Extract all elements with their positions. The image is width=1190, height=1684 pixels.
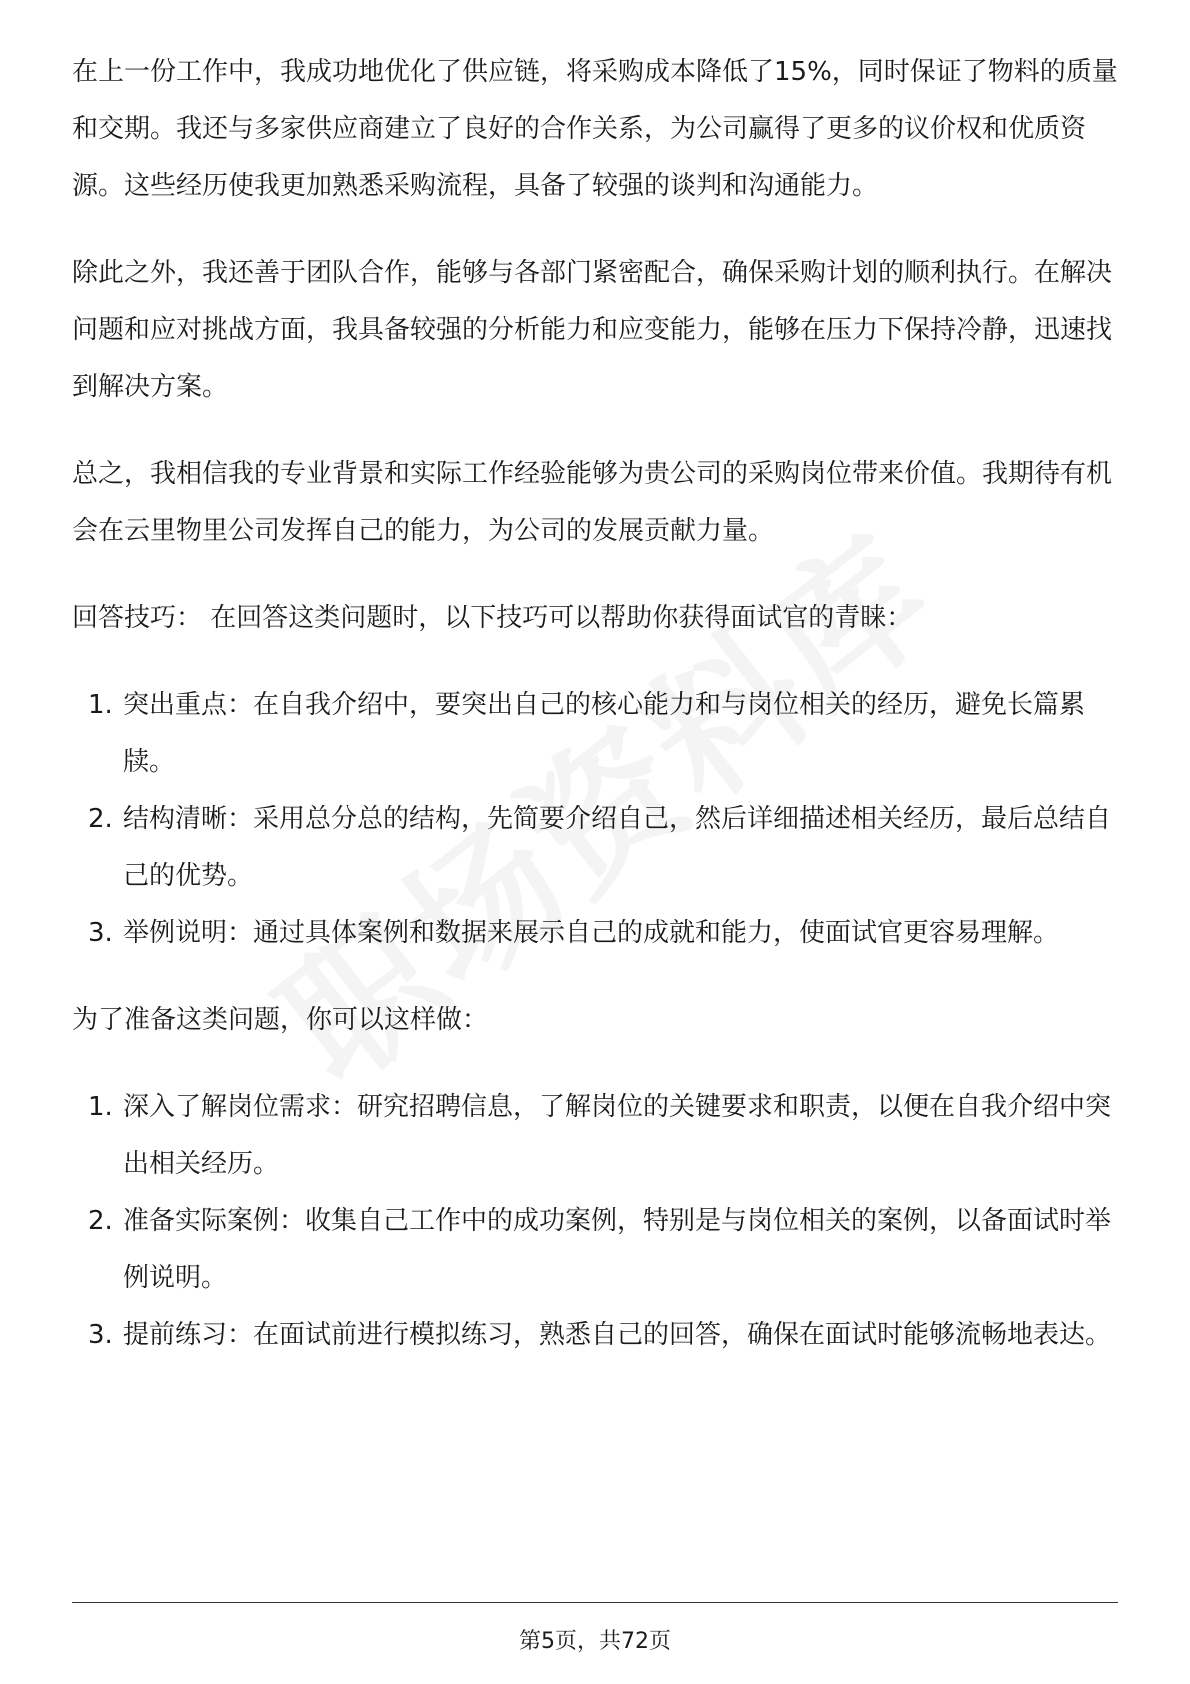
list-item (72, 1193, 1118, 1307)
list-item-number: 1. (88, 1092, 113, 1122)
paragraph-teamwork: 除此之外，我还善于团队合作，能够与各部门紧密配合，确保采购计划的顺利执行。在解决问题和应对挑战方面，我具备较强的分析能力和应变能力，能够在压力下保持冷静，迅速找到解决方案。 (72, 258, 1113, 402)
list-item-number: 3. (88, 918, 113, 948)
list-item-text: 准备实际案例：收集自己工作中的成功案例，特别是与岗位相关的案例，以备面试时举例说明。 (123, 1206, 1112, 1293)
list-item-text: 突出重点：在自我介绍中，要突出自己的核心能力和与岗位相关的经历，避免长篇累牍。 (123, 690, 1086, 777)
list-item (72, 677, 1118, 791)
list-item-number: 2. (88, 804, 113, 834)
paragraph-tips-intro: 回答技巧： 在回答这类问题时，以下技巧可以帮助你获得面试官的青睐： (72, 603, 913, 633)
list-item (72, 791, 1118, 905)
tips-list (72, 677, 1118, 962)
paragraph-prep-intro: 为了准备这类问题，你可以这样做： (72, 1005, 489, 1035)
prep-list (72, 1079, 1118, 1364)
list-item-number: 2. (88, 1206, 113, 1236)
list-item-text: 结构清晰：采用总分总的结构，先简要介绍自己，然后详细描述相关经历，最后总结自己的优势。 (123, 804, 1112, 891)
list-item (72, 905, 1118, 962)
list-item-number: 3. (88, 1320, 113, 1350)
list-item-text: 提前练习：在面试前进行模拟练习，熟悉自己的回答，确保在面试时能够流畅地表达。 (123, 1320, 1112, 1350)
page-number: 第5页，共72页 (519, 1629, 671, 1654)
paragraph-summary: 总之，我相信我的专业背景和实际工作经验能够为贵公司的采购岗位带来价值。我期待有机会在云里物里公司发挥自己的能力，为公司的发展贡献力量。 (72, 459, 1113, 546)
paragraph-experience: 在上一份工作中，我成功地优化了供应链，将采购成本降低了15%，同时保证了物料的质量和交期。我还与多家供应商建立了良好的合作关系，为公司赢得了更多的议价权和优质资源。这些经历使我更加熟悉采购流程，具备了较强的谈判和沟通能力。 (72, 57, 1118, 201)
footer-divider (72, 1602, 1118, 1603)
list-item (72, 1079, 1118, 1193)
document-body (72, 44, 1118, 1394)
list-item-text: 举例说明：通过具体案例和数据来展示自己的成就和能力，使面试官更容易理解。 (123, 918, 1060, 948)
list-item-number: 1. (88, 690, 113, 720)
list-item (72, 1307, 1118, 1364)
list-item-text: 深入了解岗位需求：研究招聘信息，了解岗位的关键要求和职责，以便在自我介绍中突出相关经历。 (123, 1092, 1112, 1179)
